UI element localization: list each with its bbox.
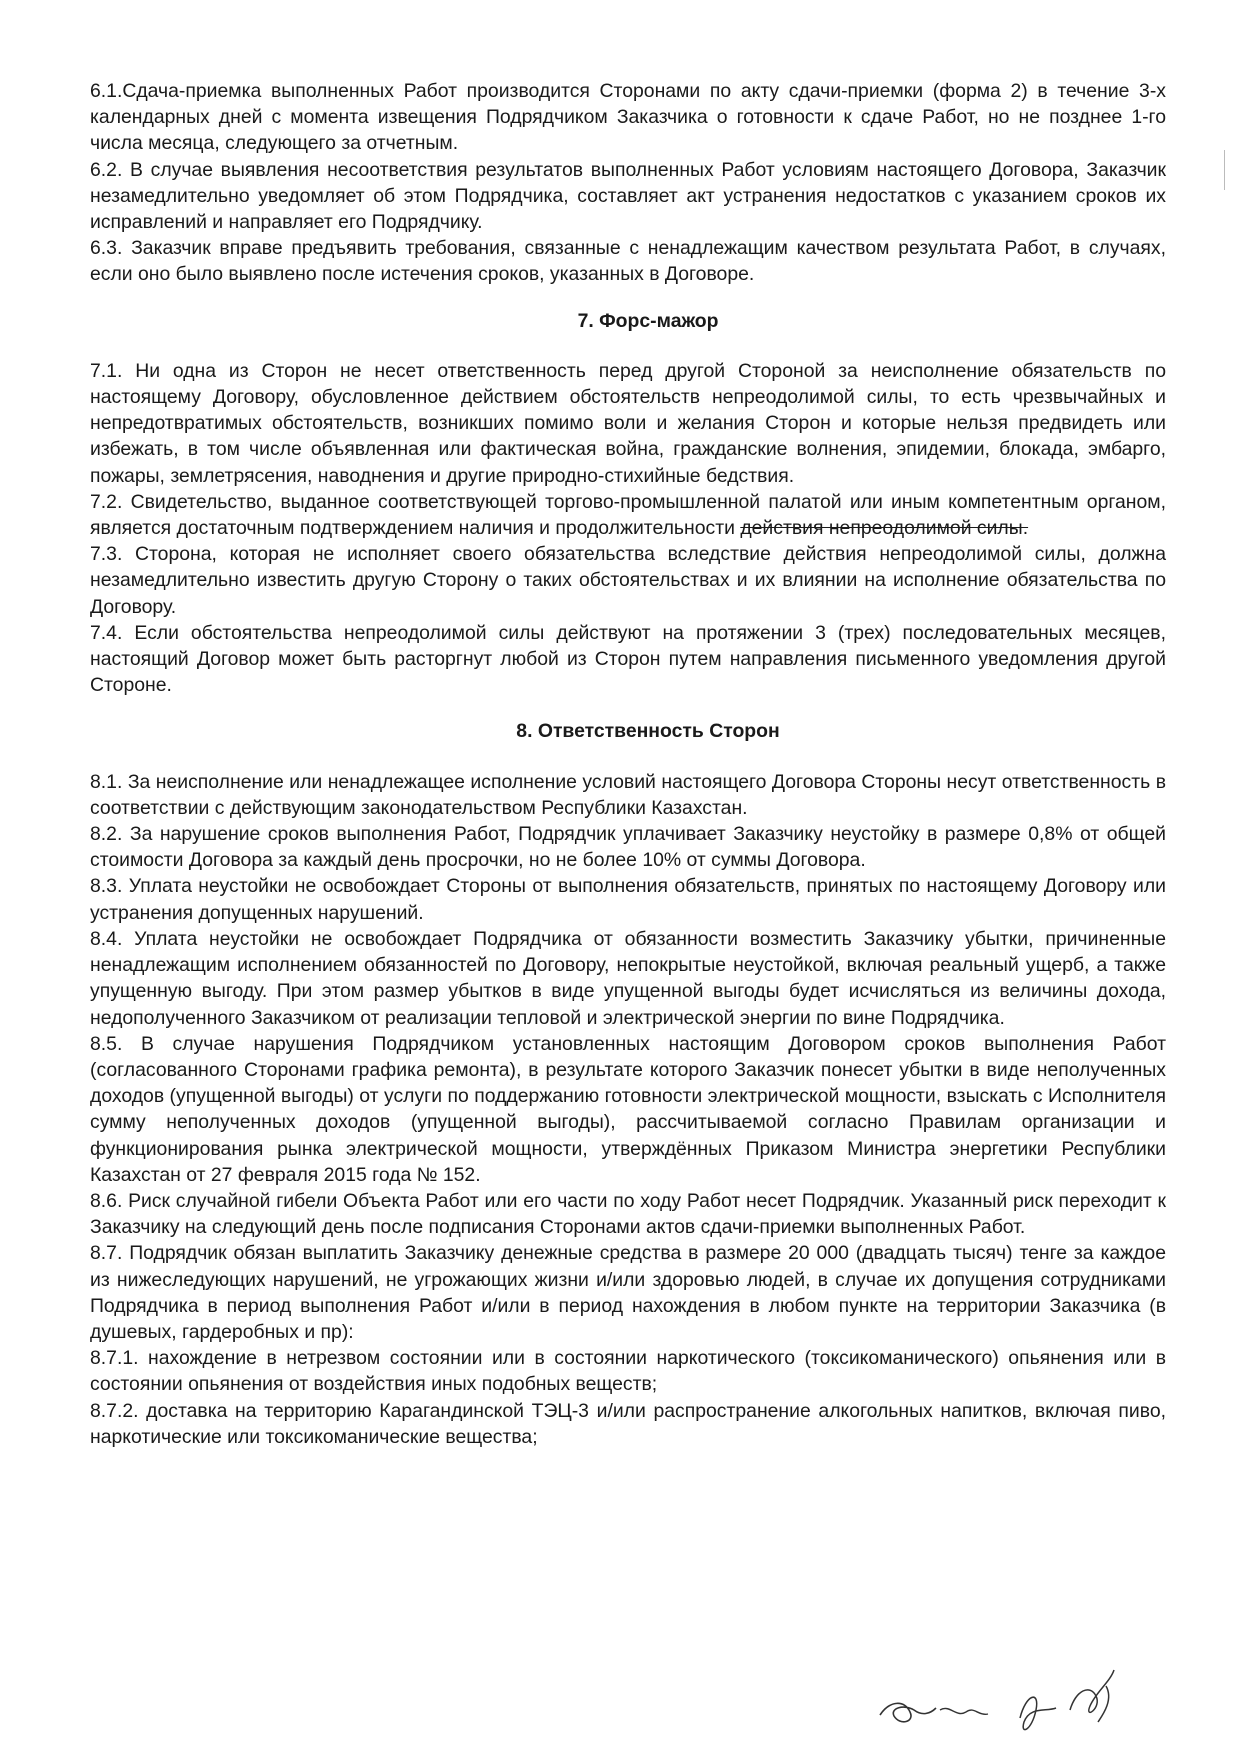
section-8-heading: 8. Ответственность Сторон [516, 720, 780, 743]
paragraph-7-4: 7.4. Если обстоятельства непреодолимой силы действуют на протяжении 3 (трех) последовательных месяцев, настоящий Договор может быть расторгнут любой из Сторон путем направления письменного уведомления другой Стороне. [90, 621, 1166, 697]
paragraph-6-3: 6.3. Заказчик вправе предъявить требования, связанные с ненадлежащим качеством результата Работ, в случаях, если оно было выявлено после истечения сроков, указанных в Договоре. [90, 237, 1166, 286]
paragraph-7-1: 7.1. Ни одна из Сторон не несет ответственность перед другой Стороной за неисполнение обязательств по настоящему Договору, обусловленное действием обстоятельств непреодолимой силы, то есть чрезвычайных и непредотвратимых обстоятельств, возникших помимо воли и желания Сторон и которые нельзя предвидеть или избежать, в том числе объявленная или фактическая война, гражданские волнения, эпидемии, блокада, эмбарго, пожары, землетрясения, наводнения и другие природно-стихийные бедствия. [90, 359, 1166, 487]
paragraph-8-4: 8.4. Уплата неустойки не освобождает Подрядчика от обязанности возместить Заказчику убытки, причиненные ненадлежащим исполнением обязанностей по Договору, непокрытые неустойкой, включая реальный ущерб, а также упущенную выгоду. При этом размер убытков в виде упущенной выгоды будет исчисляться из величины дохода, недополученного Заказчиком от реализации тепловой и электрической энергии по вине Подрядчика. [90, 927, 1166, 1029]
paragraph-8-5: 8.5. В случае нарушения Подрядчиком установленных настоящим Договором сроков выполнения Работ (согласованного Сторонами графика ремонта), в результате которого Заказчик понесет убытки в виде неполученных доходов (упущенной выгоды) от услуги по поддержанию готовности электрической мощности, взыскать с Исполнителя сумму неполученных доходов (упущенной выгоды), рассчитываемой согласно Правилам организации и функционирования рынка электрической мощности, утверждённых Приказом Министра энергетики Республики Казахстан от 27 февраля 2015 года № 152. [90, 1032, 1166, 1186]
section-7-heading: 7. Форс-мажор [577, 309, 719, 332]
document-page [90, 78, 1166, 1450]
paragraph-7-2-text: 7.2. Свидетельство, выданное соответствующей торгово-промышленной палатой или иным компетентным органом, является достаточным подтверждением наличия и продолжительности [90, 490, 1166, 540]
paragraph-7-2 [90, 489, 1166, 541]
paragraph-7-3: 7.3. Сторона, которая не исполняет своего обязательства вследствие действия непреодолимой силы, должна незамедлительно известить другую Сторону о таких обстоятельствах и их влиянии на исполнение обязательства по Договору. [90, 543, 1166, 618]
paragraph-8-7: 8.7. Подрядчик обязан выплатить Заказчику денежные средства в размере 20 000 (двадцать тысяч) тенге за каждое из нижеследующих нарушений, не угрожающих жизни и/или здоровью людей, в случае их допущения сотрудниками Подрядчика в период выполнения Работ и/или в период нахождения в любом пункте на территории Заказчика (в душевых, гардеробных и пр): [90, 1242, 1166, 1343]
paragraph-6-1: 6.1.Сдача-приемка выполненных Работ производится Сторонами по акту сдачи-приемки (форма 2) в течение 3-х календарных дней с момента извещения Подрядчиком Заказчика о готовности к сдаче Работ, но не позднее 1-го числа месяца, следующего за отчетным. [90, 80, 1166, 155]
struck-text: действия непреодолимой силы. [740, 517, 1029, 540]
handwritten-signature [870, 1660, 1170, 1740]
paragraph-8-2: 8.2. За нарушение сроков выполнения Работ, Подрядчик уплачивает Заказчику неустойку в размере 0,8% от общей стоимости Договора за каждый день просрочки, но не более 10% от суммы Договора. [90, 823, 1166, 872]
paragraph-8-7-1: 8.7.1. нахождение в нетрезвом состоянии или в состоянии наркотического (токсикоманического) опьянения или в состоянии опьянения от воздействия иных подобных веществ; [90, 1347, 1166, 1396]
paragraph-8-6: 8.6. Риск случайной гибели Объекта Работ или его части по ходу Работ несет Подрядчик. Указанный риск переходит к Заказчику на следующий день после подписания Сторонами актов сдачи-приемки выполненных Работ. [90, 1189, 1166, 1239]
paragraph-8-1: 8.1. За неисполнение или ненадлежащее исполнение условий настоящего Договора Стороны несут ответственность в соответствии с действующим законодательством Республики Казахстан. [90, 770, 1166, 819]
paragraph-6-2: 6.2. В случае выявления несоответствия результатов выполненных Работ условиям настоящего Договора, Заказчик незамедлительно уведомляет об этом Подрядчика, составляет акт устранения недостатков с указанием сроков их исправлений и направляет его Подрядчику. [90, 158, 1166, 234]
scan-artifact-line [1224, 150, 1225, 190]
paragraph-8-7-2: 8.7.2. доставка на территорию Карагандинской ТЭЦ-3 и/или распространение алкогольных напитков, включая пиво, наркотические или токсикоманические вещества; [90, 1399, 1166, 1448]
paragraph-8-3: 8.3. Уплата неустойки не освобождает Стороны от выполнения обязательств, принятых по настоящему Договору или устранения допущенных нарушений. [90, 875, 1166, 924]
